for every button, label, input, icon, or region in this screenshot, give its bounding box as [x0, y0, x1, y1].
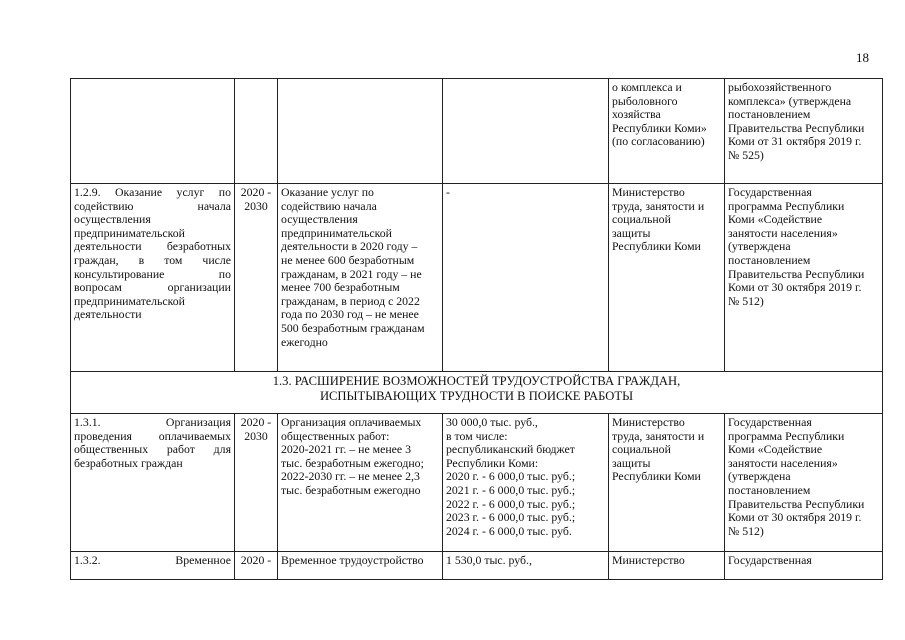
cell-line: 1.3.1. Организация	[74, 415, 231, 429]
table-row	[71, 414, 883, 552]
finance-cell	[443, 552, 609, 580]
cell-line: деятельности безработных	[74, 239, 231, 254]
period-cell	[235, 184, 278, 372]
finance-cell	[443, 79, 609, 184]
cell-line: вопросам организации	[74, 280, 231, 295]
cell-line: граждан, в том числе	[74, 252, 231, 267]
cell-line: постановлением	[728, 482, 811, 497]
cell-line: предпринимательской	[74, 225, 185, 240]
cell-line: гражданам, в период с 2022	[281, 293, 420, 308]
indicator-cell	[278, 184, 443, 372]
cell-line: проведения оплачиваемых	[74, 428, 231, 443]
measure-cell	[71, 79, 235, 184]
cell-line: № 512)	[728, 523, 764, 538]
finance-cell	[443, 414, 609, 552]
cell-line: осуществления	[74, 212, 151, 227]
period-cell	[235, 79, 278, 184]
executor-cell	[609, 414, 725, 552]
cell-line: занятости населения»	[728, 455, 838, 470]
cell-line: 2030	[244, 428, 268, 443]
cell-line: Коми «Содействие	[728, 212, 823, 227]
plan-table	[70, 78, 883, 580]
cell-line: Республики Коми	[612, 469, 701, 484]
cell-line: гражданам, в 2021 году – не	[281, 266, 422, 281]
cell-line: 1.2.9. Оказание услуг по	[74, 185, 231, 199]
cell-line: Министерство	[612, 553, 685, 567]
cell-line: 2020 -	[240, 553, 272, 567]
indicator-cell	[278, 552, 443, 580]
cell-line: Коми от 30 октября 2019 г.	[728, 280, 862, 295]
cell-line: 500 безработным гражданам	[281, 320, 425, 335]
cell-line: деятельности	[74, 307, 142, 322]
cell-line: занятости населения»	[728, 225, 838, 240]
measure-cell	[71, 184, 235, 372]
cell-line: менее 700 безработным	[281, 280, 400, 295]
cell-line: Министерство	[612, 415, 685, 429]
cell-line: деятельности в 2020 году –	[281, 239, 418, 254]
cell-line: Оказание услуг по	[281, 185, 374, 199]
cell-line: о комплекса и	[612, 80, 682, 94]
indicator-cell	[278, 79, 443, 184]
cell-line: тыс. безработным ежегодно	[281, 482, 421, 497]
cell-line: Правительства Республики	[728, 120, 865, 135]
document-cell	[725, 552, 883, 580]
executor-cell	[609, 79, 725, 184]
cell-line: Государственная	[728, 553, 812, 567]
document-cell	[725, 414, 883, 552]
cell-line: 2021 г. - 6 000,0 тыс. руб.;	[446, 482, 576, 497]
cell-line: 2020 -	[240, 185, 272, 199]
cell-line: рыболовного	[612, 93, 678, 108]
cell-line: Государственная	[728, 185, 812, 199]
measure-cell	[71, 552, 235, 580]
period-cell	[235, 414, 278, 552]
cell-line: предпринимательской	[74, 293, 185, 308]
cell-line: консультирование по	[74, 266, 231, 281]
document-cell	[725, 79, 883, 184]
cell-line: защиты	[612, 455, 651, 470]
cell-line: содействию начала	[281, 198, 377, 213]
cell-line: Коми «Содействие	[728, 442, 823, 457]
executor-cell	[609, 552, 725, 580]
cell-line: содействию начала	[74, 198, 231, 213]
cell-line: защиты	[612, 225, 651, 240]
cell-line: Республики Коми»	[612, 120, 707, 135]
cell-line: Республики Коми:	[446, 455, 539, 470]
page-number: 18	[856, 50, 869, 65]
cell-line: общественных работ для	[74, 442, 231, 457]
cell-line: 2020 -	[240, 415, 272, 429]
measure-cell	[71, 414, 235, 552]
cell-line: безработных граждан	[74, 455, 183, 470]
table-row	[71, 184, 883, 372]
cell-line: Временное трудоустройство	[281, 553, 424, 567]
cell-line: 2022 г. - 6 000,0 тыс. руб.;	[446, 496, 576, 511]
cell-line: республиканский бюджет	[446, 442, 575, 457]
cell-line: Правительства Республики	[728, 496, 865, 511]
cell-line: Республики Коми	[612, 239, 701, 254]
cell-line: тыс. безработным ежегодно;	[281, 455, 424, 470]
section-title: 1.3. РАСШИРЕНИЕ ВОЗМОЖНОСТЕЙ ТРУДОУСТРОЙСТВА ГРАЖДАН, ИСПЫТЫВАЮЩИХ ТРУДНОСТИ В ПОИСКЕ РАБОТЫ	[71, 372, 883, 414]
cell-line: постановлением	[728, 252, 811, 267]
cell-line: -	[446, 185, 450, 199]
cell-line: социальной	[612, 212, 671, 227]
cell-line: 2023 г. - 6 000,0 тыс. руб.;	[446, 510, 576, 525]
cell-line: не менее 600 безработным	[281, 252, 415, 267]
cell-line: № 525)	[728, 147, 764, 162]
cell-line: № 512)	[728, 293, 764, 308]
cell-line: 2030	[244, 198, 268, 213]
cell-line: комплекса» (утверждена	[728, 93, 852, 108]
cell-line: Министерство	[612, 185, 685, 199]
cell-line: Правительства Республики	[728, 266, 865, 281]
cell-line: Организация оплачиваемых	[281, 415, 422, 429]
cell-line: труда, занятости и	[612, 198, 705, 213]
cell-line: социальной	[612, 442, 671, 457]
cell-line: года по 2030 год – не менее	[281, 307, 419, 322]
cell-line: труда, занятости и	[612, 428, 705, 443]
table-row	[71, 79, 883, 184]
section-header-row	[71, 372, 883, 414]
cell-line: общественных работ:	[281, 428, 390, 443]
cell-line: (по согласованию)	[612, 134, 705, 149]
cell-line: (утверждена	[728, 239, 791, 254]
cell-line: Коми от 31 октября 2019 г.	[728, 134, 862, 149]
cell-line: Коми от 30 октября 2019 г.	[728, 510, 862, 525]
indicator-cell	[278, 414, 443, 552]
period-cell	[235, 552, 278, 580]
cell-line: (утверждена	[728, 469, 791, 484]
finance-cell	[443, 184, 609, 372]
cell-line: осуществления	[281, 212, 358, 227]
cell-line: предпринимательской	[281, 225, 392, 240]
cell-line: 1.3.2. Временное	[74, 553, 231, 567]
cell-line: рыбохозяйственного	[728, 80, 832, 94]
cell-line: 2020 г. - 6 000,0 тыс. руб.;	[446, 469, 576, 484]
document-cell	[725, 184, 883, 372]
table-row	[71, 552, 883, 580]
cell-line: ежегодно	[281, 334, 328, 349]
cell-line: 2020-2021 гг. – не менее 3	[281, 442, 411, 457]
cell-line: в том числе:	[446, 428, 508, 443]
cell-line: 2024 г. - 6 000,0 тыс. руб.	[446, 523, 572, 538]
cell-line: 30 000,0 тыс. руб.,	[446, 415, 538, 429]
executor-cell	[609, 184, 725, 372]
cell-line: Государственная	[728, 415, 812, 429]
cell-line: 1 530,0 тыс. руб.,	[446, 553, 532, 567]
cell-line: программа Республики	[728, 198, 845, 213]
cell-line: постановлением	[728, 107, 811, 122]
cell-line: программа Республики	[728, 428, 845, 443]
cell-line: 2022-2030 гг. – не менее 2,3	[281, 469, 420, 484]
cell-line: хозяйства	[612, 107, 661, 122]
